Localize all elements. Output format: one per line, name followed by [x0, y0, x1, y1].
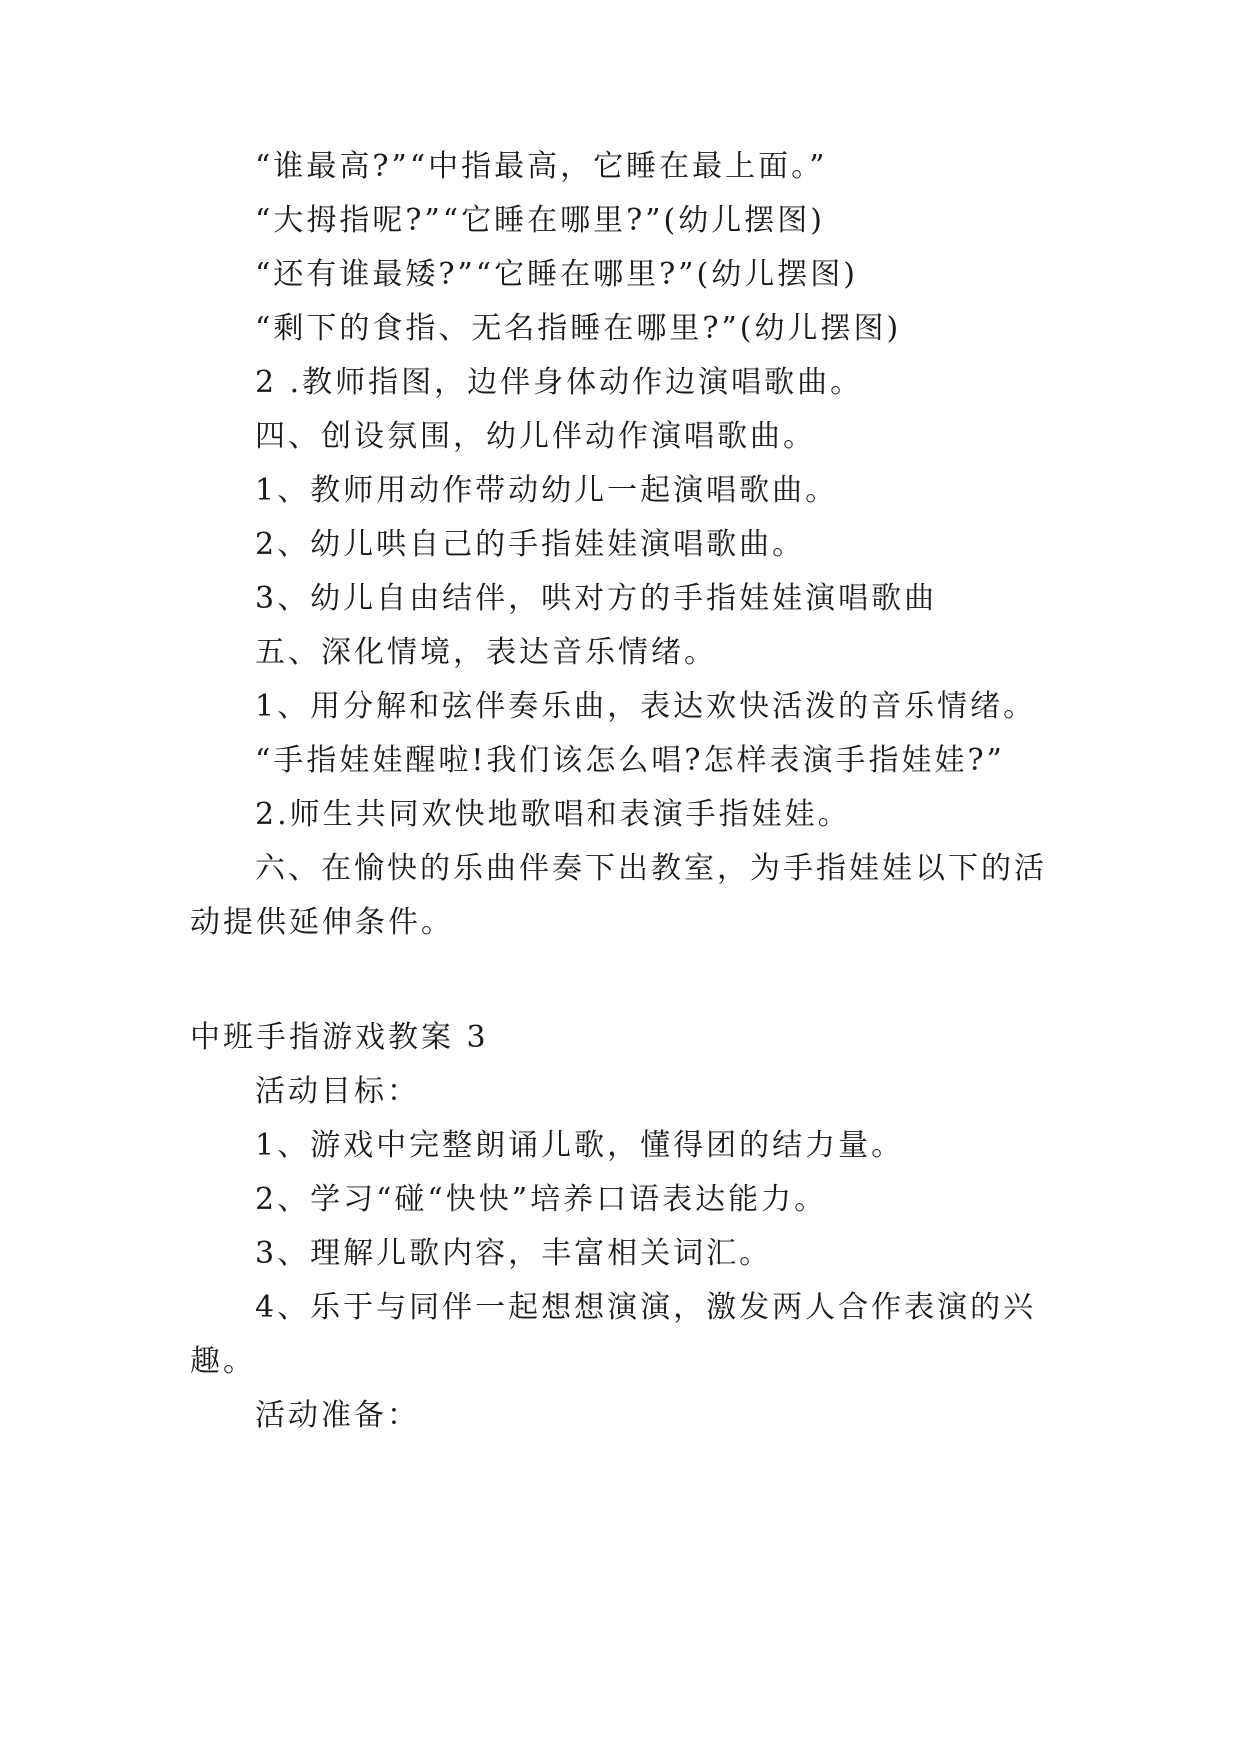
section-heading-continued: 动提供延伸条件。: [190, 905, 454, 940]
lesson-title: 中班手指游戏教案 3: [190, 1020, 489, 1055]
dialogue-line: “大拇指呢?”“它睡在哪里?”(幼儿摆图): [255, 203, 825, 238]
goal-item: 1、游戏中完整朗诵儿歌，懂得团的结力量。: [255, 1128, 905, 1163]
goal-item: 2、学习“碰“快快”培养口语表达能力。: [255, 1182, 828, 1217]
step-line: 2 .教师指图，边伴身体动作边演唱歌曲。: [255, 365, 864, 400]
step-line: 1、用分解和弦伴奏乐曲，表达欢快活泼的音乐情绪。: [255, 689, 1037, 724]
subsection-heading: 活动目标：: [255, 1074, 420, 1109]
goal-item-continued: 趣。: [190, 1344, 256, 1379]
dialogue-line: “剩下的食指、无名指睡在哪里?”(幼儿摆图): [255, 311, 902, 346]
dialogue-line: “还有谁最矮?”“它睡在哪里?”(幼儿摆图): [255, 257, 858, 292]
dialogue-line: “谁最高?”“中指最高，它睡在最上面。”: [255, 149, 828, 184]
step-line: 2、幼儿哄自己的手指娃娃演唱歌曲。: [255, 527, 806, 562]
step-line: 2.师生共同欢快地歌唱和表演手指娃娃。: [255, 797, 851, 832]
goal-item: 4、乐于与同伴一起想想演演，激发两人合作表演的兴: [255, 1290, 1037, 1325]
dialogue-line: “手指娃娃醒啦!我们该怎么唱?怎样表演手指娃娃?”: [255, 743, 1005, 778]
section-heading: 四、创设氛围，幼儿伴动作演唱歌曲。: [255, 419, 816, 454]
step-line: 3、幼儿自由结伴，哄对方的手指娃娃演唱歌曲: [255, 581, 938, 616]
section-heading: 五、深化情境，表达音乐情绪。: [255, 635, 717, 670]
step-line: 1、教师用动作带动幼儿一起演唱歌曲。: [255, 473, 839, 508]
section-heading: 六、在愉快的乐曲伴奏下出教室，为手指娃娃以下的活: [255, 851, 1047, 886]
subsection-heading: 活动准备：: [255, 1398, 420, 1433]
goal-item: 3、理解儿歌内容，丰富相关词汇。: [255, 1236, 773, 1271]
